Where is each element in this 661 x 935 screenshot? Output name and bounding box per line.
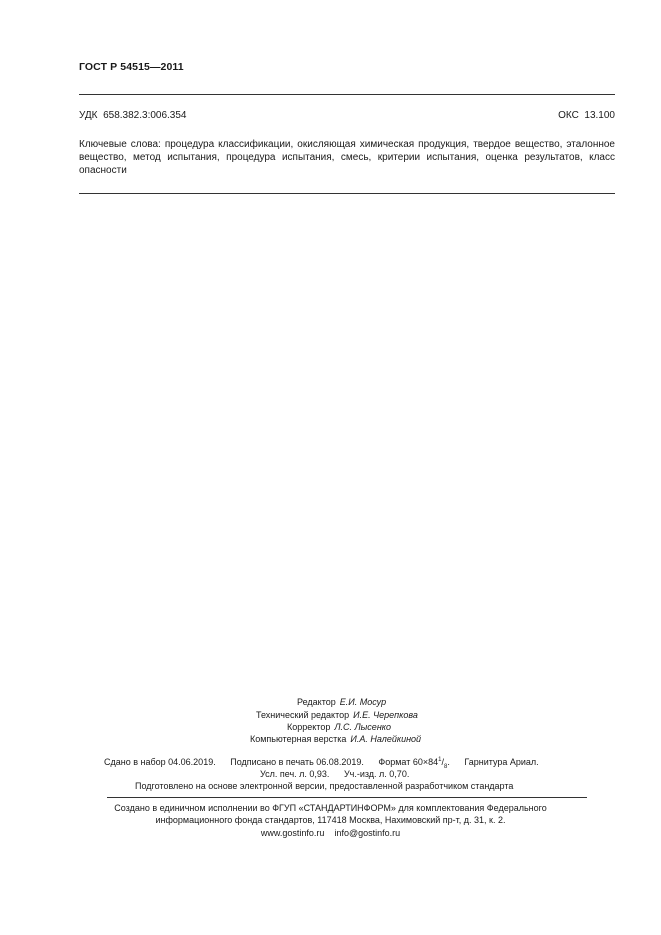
udk-value: 658.382.3:006.354 [103,110,187,121]
credit-label: Корректор [287,722,331,732]
footer-line-2: информационного фонда стандартов, 117418 Москва, Нахимовский пр-т, д. 31, к. 2. [155,815,506,825]
standard-code: ГОСТ Р 54515—2011 [79,61,184,73]
header-divider [79,94,615,95]
oks-code [558,110,615,121]
typeface: Гарнитура Ариал. [464,757,539,767]
signed-date: Подписано в печать 06.08.2019. [230,757,364,767]
oks-label: ОКС [558,110,579,121]
credit-label: Компьютерная верстка [250,734,347,744]
keywords-divider [79,193,615,194]
footer-contacts [0,828,661,838]
publication-line-1 [104,757,551,770]
submitted-date: Сдано в набор 04.06.2019. [104,757,216,767]
credit-name: Л.С. Лысенко [334,722,392,732]
credit-name: И.А. Налейкиной [350,734,422,744]
credit-label: Редактор [297,697,336,707]
footer-line-1: Создано в единичном исполнении во ФГУП «СТАНДАРТИНФОРМ» для комплектования Федерального [114,803,547,813]
credit-tech-editor [256,710,418,720]
footer-divider [107,797,587,798]
credit-name: Е.И. Мосур [339,697,387,707]
credit-label: Технический редактор [256,710,350,720]
publisher-sheets: Уч.-изд. л. 0,70. [343,769,410,779]
oks-value: 13.100 [584,110,615,121]
website-link[interactable]: www.gostinfo.ru [260,828,325,838]
udk-label: УДК [79,110,98,121]
udk-code [79,110,187,121]
keywords-paragraph: Ключевые слова: процедура классификации, окисляющая химическая продукция, твердое вещество, эталонное вещество, метод испытания, процедура испытания, смесь, критерии испытания, оценка результатов, класс опасности [79,139,615,176]
credit-name: И.Е. Черепкова [353,710,418,720]
email-link[interactable]: info@gostinfo.ru [334,828,401,838]
prepared-note: Подготовлено на основе электронной версии, предоставленной разработчиком стандарта [135,781,514,791]
credit-proofreader [287,722,391,732]
print-sheets: Усл. печ. л. 0,93. [260,769,330,779]
publication-line-2 [260,769,421,779]
credit-layout [250,734,421,744]
paper-format: Формат $60\times 84^1/_8$. [378,757,450,770]
credit-editor [297,697,386,707]
